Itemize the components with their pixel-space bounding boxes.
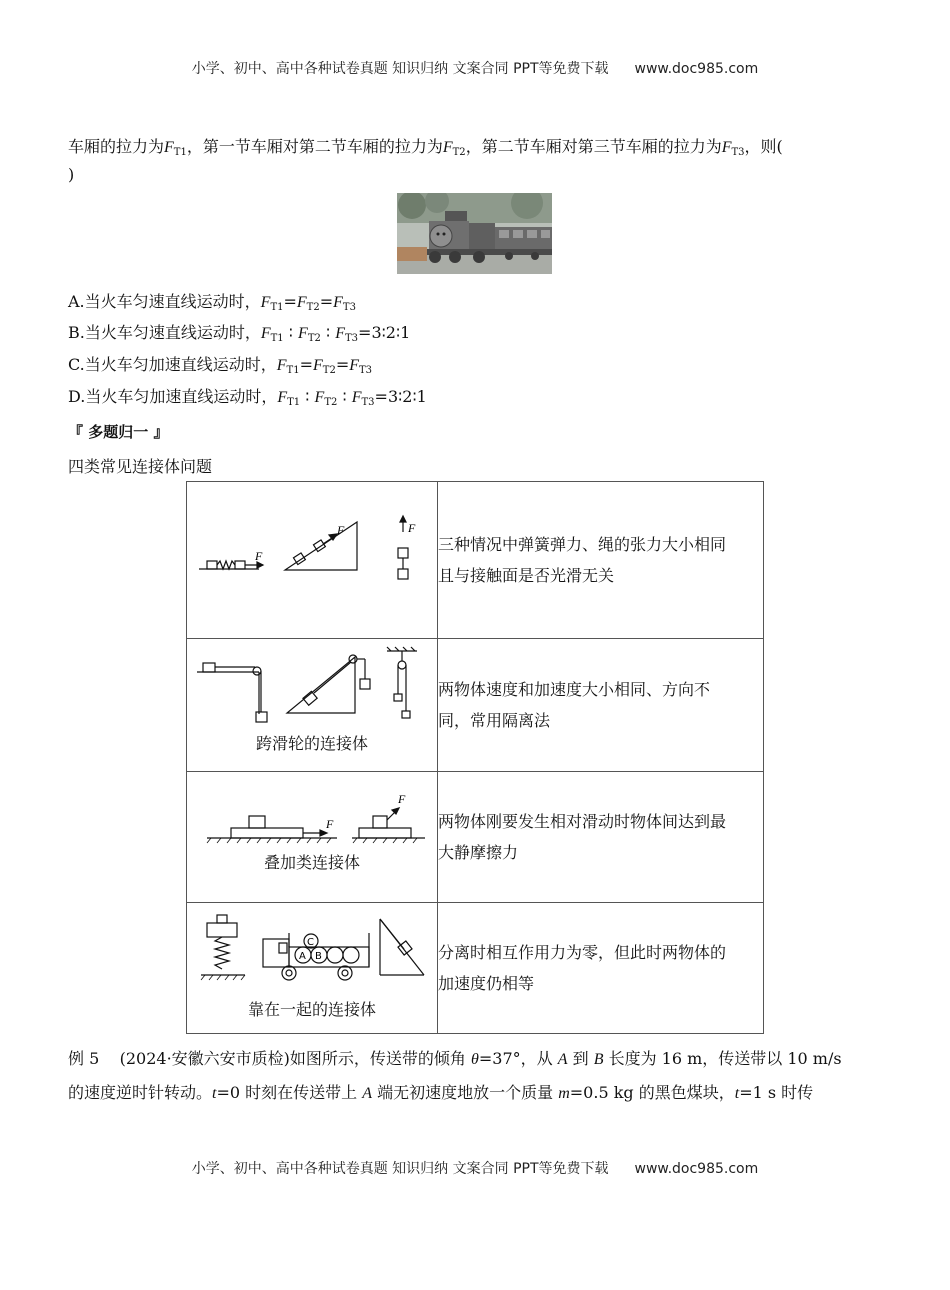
train-photo bbox=[397, 193, 552, 274]
example-line-2: 的速度逆时针转动。t=0 时刻在传送带上 A 端无初速度地放一个质量 m=0.5 kg 的黑色煤块，t=1 s 时传 bbox=[68, 1083, 814, 1102]
table-row bbox=[187, 639, 764, 772]
train-photo-image bbox=[397, 193, 552, 274]
section-subtitle: 四类常见连接体问题 bbox=[68, 457, 213, 476]
example-5 bbox=[68, 1042, 888, 1110]
option-c: C.当火车匀加速直线运动时，$F_{T1}=F_{T2}=F_{T3}$ bbox=[68, 355, 373, 376]
figure-cell-stacked bbox=[187, 772, 438, 903]
connected-body-table bbox=[186, 481, 764, 1034]
option-d: D.当火车匀加速直线运动时，$F_{T1}$ ∶ $F_{T2}$ ∶ $F_{T3}=3∶2∶1$ bbox=[68, 387, 427, 408]
page-header bbox=[0, 58, 950, 78]
table-row bbox=[187, 482, 764, 639]
stacked-blocks-diagram bbox=[187, 772, 437, 898]
figure-caption: 靠在一起的连接体 bbox=[247, 1000, 376, 1019]
header-text: 小学、初中、高中各种试卷真题 知识归纳 文案合同 PPT等免费下载 bbox=[191, 61, 609, 77]
footer-url[interactable]: www.doc985.com bbox=[634, 1161, 759, 1177]
force-label: F bbox=[326, 817, 334, 831]
table-row bbox=[187, 772, 764, 903]
figure-caption: 跨滑轮的连接体 bbox=[255, 734, 368, 753]
question-line-1: 车厢的拉力为$F_{T1}$，第一节车厢对第二节车厢的拉力为$F_{T2}$，第二节车厢对第三节车厢的拉力为$F_{T3}$，则( bbox=[68, 137, 783, 158]
footer-text: 小学、初中、高中各种试卷真题 知识归纳 文案合同 PPT等免费下载 bbox=[191, 1161, 609, 1177]
ball-label: C bbox=[307, 937, 314, 948]
ball-label: A bbox=[299, 951, 306, 962]
figure-cell-pulley bbox=[187, 639, 438, 772]
spring-incline-hanging-diagram bbox=[187, 482, 437, 634]
example-line-1: 例 5 (2024·安徽六安市质检)如图所示，传送带的倾角 θ=37°，从 A 到 B 长度为 16 m，传送带以 10 m/s bbox=[68, 1049, 842, 1068]
section-title: 『 多题归一 』 bbox=[68, 423, 169, 441]
header-url[interactable]: www.doc985.com bbox=[634, 61, 759, 77]
force-label: F bbox=[408, 521, 416, 535]
table-row bbox=[187, 903, 764, 1034]
question-line-2: ) bbox=[68, 165, 75, 184]
figure-cell-spring bbox=[187, 482, 438, 639]
figure-caption: 叠加类连接体 bbox=[263, 853, 360, 872]
ball-label: B bbox=[315, 951, 322, 962]
figure-cell-contact bbox=[187, 903, 438, 1034]
force-label: F bbox=[398, 792, 406, 806]
description-cell: 三种情况中弹簧弹力、绳的张力大小相同 且与接触面是否光滑无关 bbox=[438, 482, 764, 639]
option-a: A.当火车匀速直线运动时，$F_{T1}=F_{T2}=F_{T3}$ bbox=[68, 292, 356, 313]
option-b: B.当火车匀速直线运动时，$F_{T1}$ ∶ $F_{T2}$ ∶ $F_{T3}=3∶2∶1$ bbox=[68, 323, 411, 344]
page-footer bbox=[0, 1158, 950, 1178]
description-cell: 两物体速度和加速度大小相同、方向不 同，常用隔离法 bbox=[438, 639, 764, 772]
description-cell: 分离时相互作用力为零，但此时两物体的 加速度仍相等 bbox=[438, 903, 764, 1034]
force-label: F bbox=[255, 549, 263, 563]
force-label: F bbox=[337, 523, 345, 537]
description-cell: 两物体刚要发生相对滑动时物体间达到最 大静摩擦力 bbox=[438, 772, 764, 903]
